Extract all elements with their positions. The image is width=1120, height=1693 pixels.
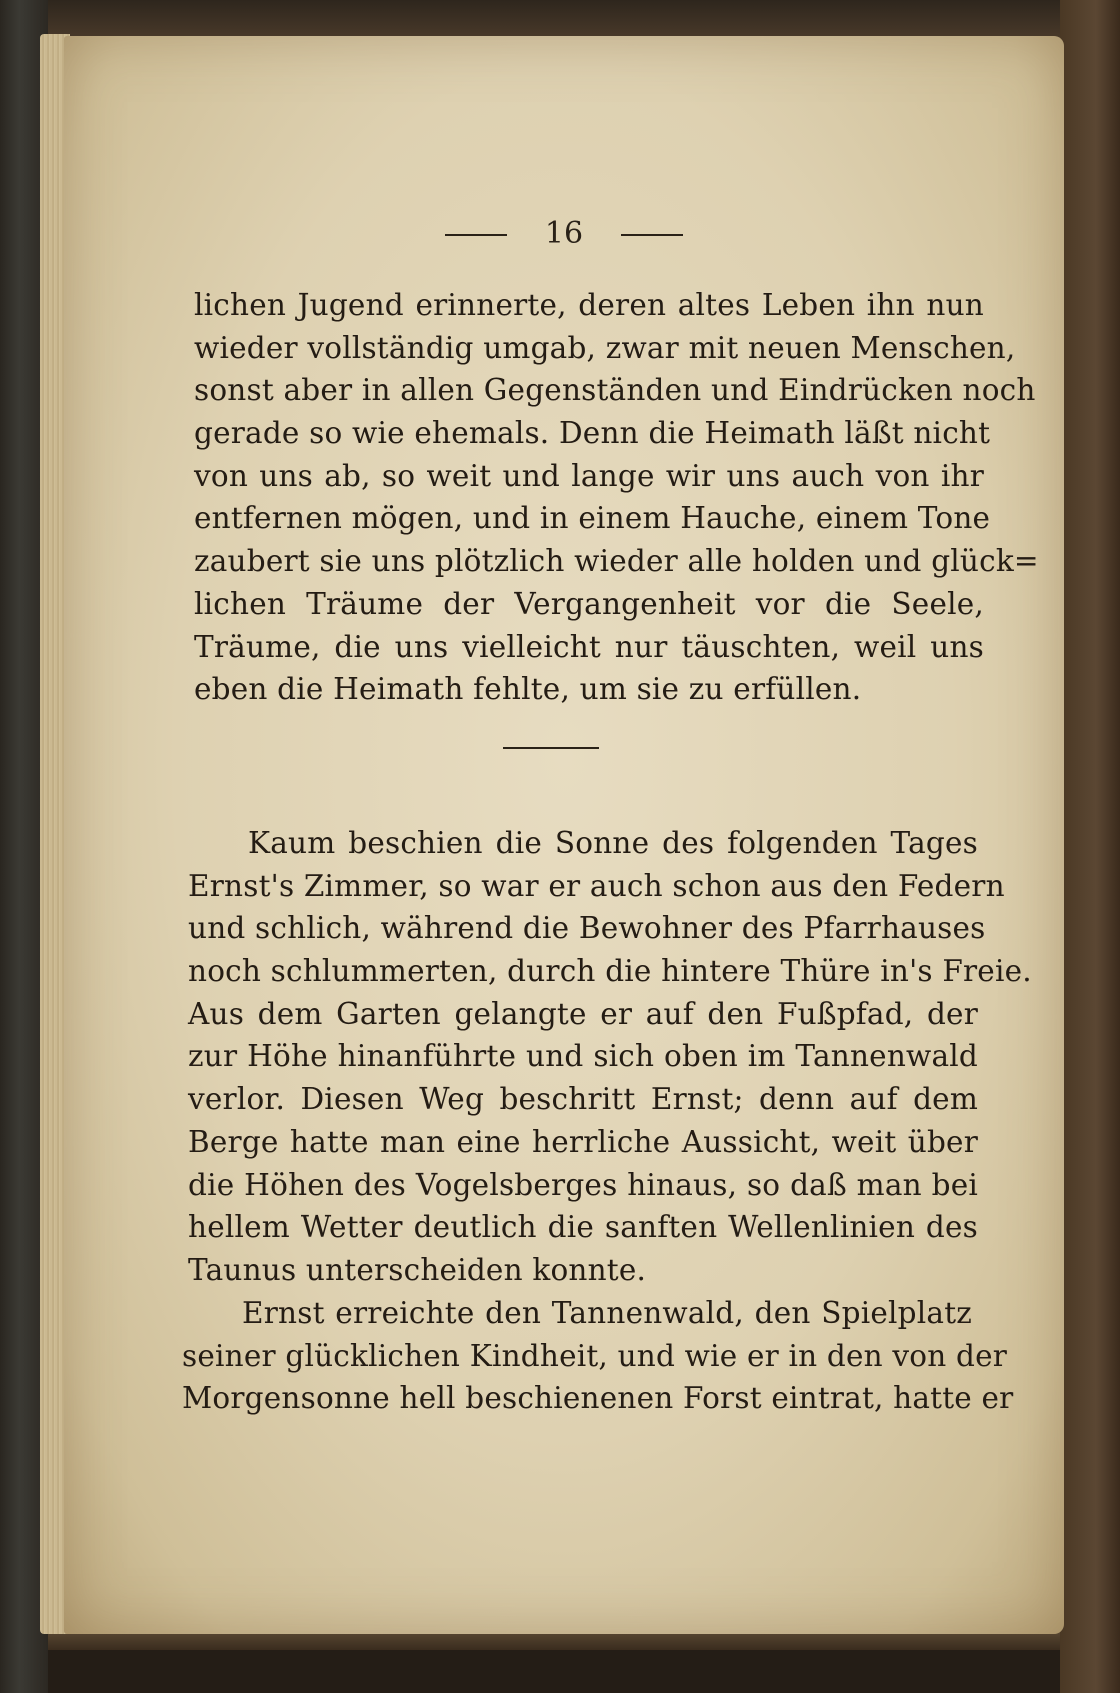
- paragraph-ernst: [182, 1292, 1014, 1420]
- text-line: eben die Heimath fehlte, um sie zu erfüllen.: [194, 672, 862, 707]
- text-line: gerade so wie ehemals. Denn die Heimath läßt nicht: [194, 416, 991, 451]
- text-line: zur Höhe hinanführte und sich oben im Tannenwald: [188, 1039, 978, 1074]
- page-header: [64, 216, 1064, 251]
- text-line: entfernen mögen, und in einem Hauche, einem Tone: [194, 501, 991, 536]
- text-line: lichen Jugend erinnerte, deren altes Leben ihn nun: [194, 288, 984, 322]
- text-line: seiner glücklichen Kindheit, und wie er in den von der: [182, 1338, 1008, 1373]
- header-rule-right: [621, 234, 683, 236]
- text-line: Berge hatte man eine herrliche Aussicht, weit über: [188, 1124, 978, 1159]
- paragraph-continuation: [194, 284, 1039, 711]
- text-line: lichen Träume der Vergangenheit vor die Seele,: [194, 586, 984, 621]
- book-page: [64, 36, 1064, 1634]
- text-line: noch schlummerten, durch die hintere Thüre in's Freie.: [188, 954, 1032, 989]
- section-divider: [503, 747, 599, 749]
- text-line: Morgensonne hell beschienenen Forst eintrat, hatte er: [182, 1381, 1014, 1416]
- text-line: Taunus unterscheiden konnte.: [188, 1252, 647, 1287]
- text-line: Kaum beschien die Sonne des folgenden Tages: [248, 826, 978, 860]
- book-cover-top: [0, 0, 1120, 40]
- header-rule-left: [445, 234, 507, 236]
- text-line: zaubert sie uns plötzlich wieder alle holden und glück=: [194, 544, 1039, 579]
- text-line: verlor. Diesen Weg beschritt Ernst; denn auf dem: [188, 1082, 978, 1117]
- text-line: Ernst erreichte den Tannenwald, den Spielplatz: [242, 1296, 972, 1330]
- text-line: von uns ab, so weit und lange wir uns auch von ihr: [194, 458, 984, 493]
- text-line: und schlich, während die Bewohner des Pfarrhauses: [188, 911, 986, 946]
- text-line: Aus dem Garten gelangte er auf den Fußpfad, der: [188, 996, 978, 1031]
- book-cover-right: [1060, 0, 1120, 1693]
- text-line: wieder vollständig umgab, zwar mit neuen Menschen,: [194, 330, 1016, 365]
- text-line: Ernst's Zimmer, so war er auch schon aus den Federn: [188, 868, 1005, 903]
- text-line: sonst aber in allen Gegenständen und Eindrücken noch: [194, 373, 1036, 408]
- text-line: die Höhen des Vogelsberges hinaus, so daß man bei: [188, 1167, 978, 1202]
- text-line: Träume, die uns vielleicht nur täuschten, weil uns: [194, 629, 984, 664]
- page-number: 16: [544, 216, 584, 251]
- text-line: hellem Wetter deutlich die sanften Wellenlinien des: [188, 1210, 978, 1245]
- paragraph-kaum: [188, 822, 1032, 1292]
